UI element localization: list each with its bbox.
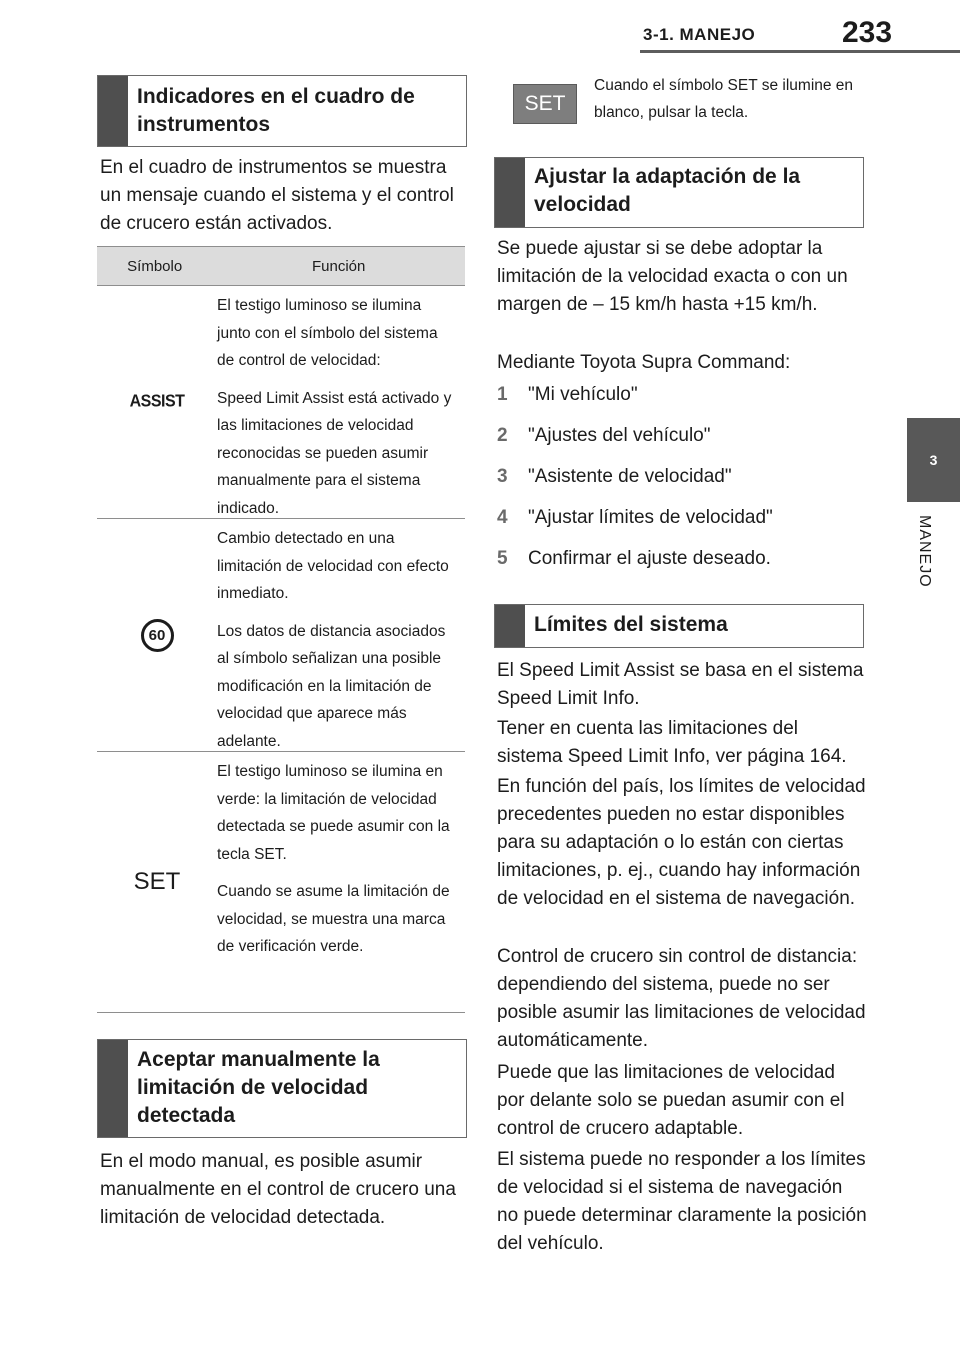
function-cell	[217, 286, 465, 518]
step-number: 4	[497, 507, 508, 528]
function-cell	[217, 752, 465, 1012]
function-cell	[217, 519, 465, 751]
table-row	[97, 752, 465, 1013]
step-text: "Ajustar límites de velocidad"	[528, 507, 773, 528]
col-function: Función	[312, 257, 366, 275]
table-row	[97, 286, 465, 519]
adjust-paragraph: Se puede ajustar si se debe adoptar la limitación de la velocidad exacta o con un margen de – 15 km/h hasta +15 km/h.	[497, 238, 848, 315]
heading-indicadores	[97, 75, 467, 147]
heading-limites	[494, 604, 864, 648]
function-text: Speed Limit Assist está activado y las limitaciones de velocidad reconocidas se pueden asumir manualmente para el sistema indicado.	[217, 389, 452, 517]
limits-paragraph: En función del país, los límites de velocidad precedentes pueden no estar disponibles para su adaptación o lo están con ciertas limitaciones, p. ej., cuando hay información de velocidad en el sistema de navegación.	[497, 776, 866, 909]
page-number: 233	[842, 16, 893, 49]
intro-paragraph: En el cuadro de instrumentos se muestra un mensaje cuando el sistema y el control de crucero están activados.	[100, 157, 454, 234]
step-item	[497, 463, 867, 491]
limits-paragraph: Tener en cuenta las limitaciones del sistema Speed Limit Info, ver página 164.	[497, 718, 847, 767]
heading-text: Indicadores en el cuadro de instrumentos	[137, 85, 415, 136]
heading-bar	[495, 158, 525, 227]
command-paragraph: Mediante Toyota Supra Command:	[497, 352, 791, 373]
section-title: 3-1. MANEJO	[643, 25, 756, 44]
header-rule	[640, 50, 960, 53]
speed-limit-sign-icon: 60	[141, 619, 174, 652]
limits-paragraph: El Speed Limit Assist se basa en el sistema Speed Limit Info.	[497, 660, 864, 709]
outro-paragraph: En el modo manual, es posible asumir manualmente en el control de crucero una limitación de velocidad detectada.	[100, 1151, 456, 1228]
heading-bar	[495, 605, 525, 647]
symbol-cell	[97, 519, 217, 751]
heading-text: Límites del sistema	[534, 613, 728, 636]
chapter-label: MANEJO	[916, 515, 933, 588]
symbol-cell	[97, 286, 217, 518]
function-text: Los datos de distancia asociados al símbolo señalizan una posible modificación en la limitación de velocidad que aparece más adelante.	[217, 622, 446, 750]
function-text: El testigo luminoso se ilumina junto con el símbolo del sistema de control de velocidad:	[217, 297, 438, 369]
step-item	[497, 422, 867, 450]
function-text: El testigo luminoso se ilumina en verde: la limitación de velocidad detectada se puede asumir con la tecla SET.	[217, 763, 450, 863]
chapter-tab	[907, 418, 960, 502]
limits-paragraph: Control de crucero sin control de distancia: dependiendo del sistema, puede no ser posible asumir las limitaciones de velocidad automáticamente.	[497, 946, 866, 1051]
limits-paragraph: El sistema puede no responder a los límites de velocidad si el sistema de navegación no puede determinar claramente la posición del vehículo.	[497, 1149, 867, 1254]
step-number: 3	[497, 466, 508, 487]
symbol-cell	[97, 752, 217, 1012]
heading-bar	[98, 76, 128, 146]
indicator-table	[97, 246, 465, 1013]
set-button-icon: SET	[513, 84, 577, 124]
step-item	[497, 381, 867, 409]
heading-text: Aceptar manualmente la limitación de velocidad detectada	[137, 1048, 380, 1127]
table-row	[97, 519, 465, 752]
step-number: 2	[497, 425, 508, 446]
step-number: 1	[497, 384, 508, 405]
step-item	[497, 545, 867, 573]
heading-text: Ajustar la adaptación de la velocidad	[534, 165, 801, 216]
heading-ajustar	[494, 157, 864, 228]
step-text: "Mi vehículo"	[528, 384, 638, 405]
table-header	[97, 246, 465, 286]
steps-list	[497, 381, 867, 586]
col-symbol: Símbolo	[127, 257, 183, 275]
function-text: Cuando se asume la limitación de velocidad, se muestra una marca de verificación verde.	[217, 883, 450, 955]
heading-aceptar	[97, 1039, 467, 1138]
limits-paragraph: Puede que las limitaciones de velocidad por delante solo se puedan asumir con el control de crucero adaptable.	[497, 1062, 845, 1139]
step-number: 5	[497, 548, 508, 569]
step-text: "Asistente de velocidad"	[528, 466, 732, 487]
heading-bar	[98, 1040, 128, 1137]
step-text: Confirmar el ajuste deseado.	[528, 548, 771, 569]
set-note: Cuando el símbolo SET se ilumine en blanco, pulsar la tecla.	[594, 77, 854, 121]
step-item	[497, 504, 867, 532]
assist-icon: ASSIST	[129, 392, 185, 411]
step-text: "Ajustes del vehículo"	[528, 425, 711, 446]
chapter-number: 3	[929, 452, 938, 468]
set-icon: SET	[133, 868, 181, 895]
function-text: Cambio detectado en una limitación de velocidad con efecto inmediato.	[217, 530, 449, 602]
